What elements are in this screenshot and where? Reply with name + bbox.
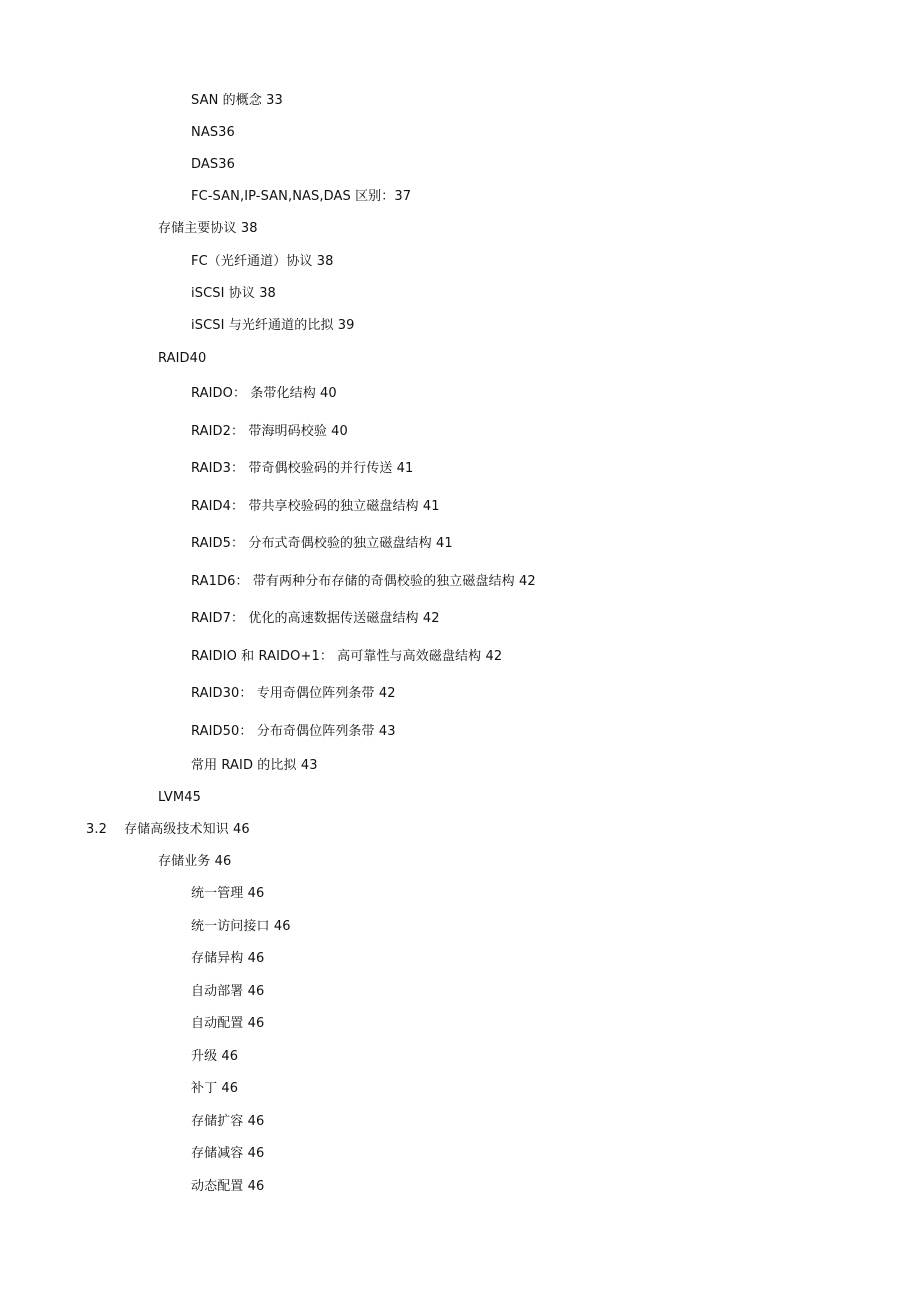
toc-entry-text: 统一管理 46 xyxy=(191,886,265,901)
toc-section[interactable] xyxy=(158,790,201,806)
toc-entry-text: 自动配置 46 xyxy=(191,1016,265,1031)
toc-entry-text: RAID4： 带共享校验码的独立磁盘结构 41 xyxy=(191,499,440,514)
toc-entry-text: 存储异构 46 xyxy=(191,951,265,966)
toc-entry-text: RAIDO： 条带化结构 40 xyxy=(191,386,337,401)
toc-chapter-number: 3.2 xyxy=(86,822,107,837)
toc-entry[interactable] xyxy=(191,574,536,590)
toc-entry[interactable] xyxy=(191,686,396,702)
toc-entry-text: RAID7： 优化的高速数据传送磁盘结构 42 xyxy=(191,611,440,626)
toc-entry-text: RAID3： 带奇偶校验码的并行传送 41 xyxy=(191,461,414,476)
toc-entry[interactable] xyxy=(191,611,440,627)
toc-entry[interactable] xyxy=(191,189,411,205)
toc-entry[interactable] xyxy=(191,254,334,270)
toc-section[interactable] xyxy=(158,351,206,367)
toc-entry[interactable] xyxy=(191,1016,264,1032)
toc-section[interactable] xyxy=(158,854,231,870)
toc-entry-text: 存储高级技术知识 46 xyxy=(124,822,250,837)
toc-entry[interactable] xyxy=(191,1179,264,1195)
toc-entry[interactable] xyxy=(191,1114,264,1130)
toc-entry[interactable] xyxy=(191,984,264,1000)
toc-entry-text: RAID50： 分布奇偶位阵列条带 43 xyxy=(191,724,396,739)
toc-entry-text: SAN 的概念 33 xyxy=(191,93,283,108)
toc-entry[interactable] xyxy=(191,424,348,440)
toc-entry[interactable] xyxy=(191,286,276,302)
toc-entry[interactable] xyxy=(191,157,235,173)
toc-entry-text: 常用 RAID 的比拟 43 xyxy=(191,758,318,773)
toc-entry-text: 存储扩容 46 xyxy=(191,1114,265,1129)
toc-entry[interactable] xyxy=(191,93,283,109)
toc-entry-text: iSCSI 协议 38 xyxy=(191,286,276,301)
toc-entry[interactable] xyxy=(191,536,453,552)
toc-entry[interactable] xyxy=(191,649,502,665)
toc-section[interactable] xyxy=(158,221,258,237)
toc-entry[interactable] xyxy=(191,386,337,402)
toc-chapter[interactable] xyxy=(86,822,250,838)
toc-entry-text: RAID5： 分布式奇偶校验的独立磁盘结构 41 xyxy=(191,536,453,551)
toc-entry[interactable] xyxy=(191,125,235,141)
toc-entry[interactable] xyxy=(191,461,413,477)
toc-entry-text: iSCSI 与光纤通道的比拟 39 xyxy=(191,318,355,333)
toc-entry[interactable] xyxy=(191,318,355,334)
toc-entry-text: 动态配置 46 xyxy=(191,1179,265,1194)
toc-entry-text: 统一访问接口 46 xyxy=(191,919,291,934)
toc-entry-text: 存储减容 46 xyxy=(191,1146,265,1161)
toc-entry-text: NAS36 xyxy=(191,125,235,140)
toc-entry[interactable] xyxy=(191,1049,238,1065)
toc-entry[interactable] xyxy=(191,1146,264,1162)
toc-entry-text: 存储主要协议 38 xyxy=(158,221,258,236)
toc-entry-text: 补丁 46 xyxy=(191,1081,239,1096)
toc-entry-text: 存储业务 46 xyxy=(158,854,232,869)
toc-entry[interactable] xyxy=(191,724,396,740)
toc-entry-text: FC-SAN,IP-SAN,NAS,DAS 区别：37 xyxy=(191,189,412,204)
toc-entry-text: LVM45 xyxy=(158,790,201,805)
toc-entry[interactable] xyxy=(191,758,318,774)
toc-entry-text: RAIDIO 和 RAIDO+1： 高可靠性与高效磁盘结构 42 xyxy=(191,649,503,664)
toc-entry[interactable] xyxy=(191,951,264,967)
toc-entry-text: 自动部署 46 xyxy=(191,984,265,999)
toc-entry-text: DAS36 xyxy=(191,157,235,172)
toc-entry-text: RAID2： 带海明码校验 40 xyxy=(191,424,348,439)
toc-entry[interactable] xyxy=(191,1081,238,1097)
toc-entry-text: RAID30： 专用奇偶位阵列条带 42 xyxy=(191,686,396,701)
toc-entry[interactable] xyxy=(191,886,264,902)
toc-entry[interactable] xyxy=(191,499,440,515)
toc-entry[interactable] xyxy=(191,919,291,935)
toc-entry-text: RA1D6： 带有两种分布存储的奇偶校验的独立磁盘结构 42 xyxy=(191,574,536,589)
toc-entry-text: FC（光纤通道）协议 38 xyxy=(191,254,334,269)
toc-entry-text: RAID40 xyxy=(158,351,207,366)
toc-entry-text: 升级 46 xyxy=(191,1049,239,1064)
